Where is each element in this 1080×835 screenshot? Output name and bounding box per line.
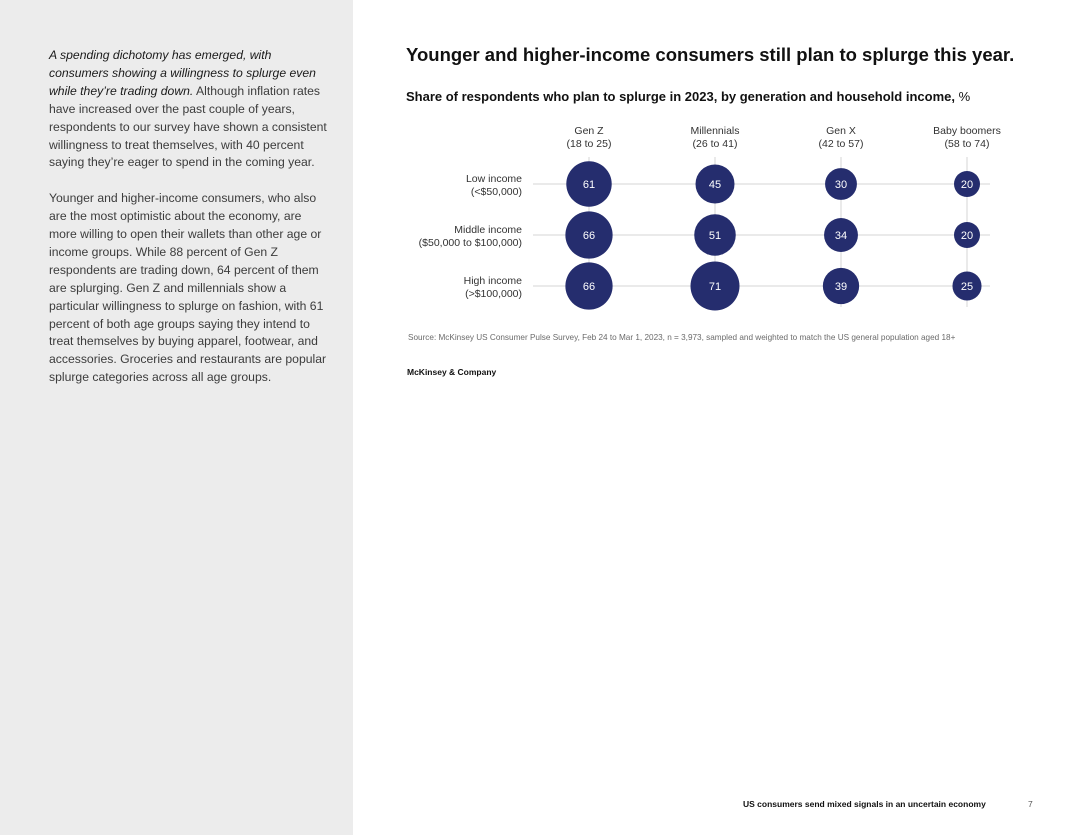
- bubble-value-label: 61: [582, 179, 596, 191]
- row-label-name: High income: [463, 275, 522, 287]
- column-header-range: (26 to 41): [692, 138, 738, 150]
- bubble-value-label: 20: [960, 230, 974, 242]
- chart-unit: %: [958, 89, 971, 104]
- column-header-name: Gen X: [826, 125, 856, 137]
- sidebar-paragraph-1: [49, 47, 327, 172]
- column-header-range: (42 to 57): [818, 138, 864, 150]
- chart-subtitle: [406, 89, 970, 104]
- sidebar-text: [49, 47, 327, 387]
- page-number: 7: [1028, 799, 1033, 809]
- sidebar-paragraph-2: Younger and higher-income consumers, who also are the most optimistic about the economy, are more willing to open their wallets than other age or income groups. While 88 percent of Gen Z respondents are trading down, 64 percent of them are splurging. Gen Z and millennials show a particular willingness to splurge on fashion, with 61 percent of both age groups saying they intend to treat themselves by buying apparel, footwear, and accessories. Groceries and restaurants are popular splurge categories across all age groups.: [49, 191, 327, 385]
- lead-italic-text: A spending dichotomy has emerged, with consumers showing a willingness to splurge even while they’re trading down.: [49, 48, 316, 98]
- chart-title: Younger and higher-income consumers still plan to splurge this year.: [406, 44, 1015, 65]
- column-header-range: (58 to 74): [944, 138, 990, 150]
- column-header-range: (18 to 25): [566, 138, 612, 150]
- bubble-value-label: 66: [582, 230, 596, 242]
- sidebar-panel: [0, 0, 353, 835]
- lead-body-text: Although inflation rates have increased over the past couple of years, respondents to our survey have shown a consistent willingness to treat themselves, with 40 percent saying they’re eager to spend in the coming year.: [49, 83, 327, 170]
- bubble-value-label: 25: [960, 281, 974, 293]
- row-label-name: Middle income: [454, 224, 522, 236]
- footer-title: US consumers send mixed signals in an uncertain economy: [743, 799, 986, 809]
- bubble-value-label: 20: [960, 179, 974, 191]
- bubble-value-label: 30: [834, 179, 848, 191]
- bubble-value-label: 51: [708, 230, 722, 242]
- column-header-name: Baby boomers: [933, 125, 1001, 137]
- source-note: Source: McKinsey US Consumer Pulse Survey, Feb 24 to Mar 1, 2023, n = 3,973, sampled and weighted to match the US general population aged 18+: [408, 333, 956, 342]
- row-label-range: (>$100,000): [465, 288, 522, 300]
- row-label-name: Low income: [465, 173, 522, 185]
- bubble-value-label: 39: [834, 281, 848, 293]
- column-header-name: Millennials: [690, 125, 740, 137]
- bubble-value-label: 34: [834, 230, 848, 242]
- row-label-range: ($50,000 to $100,000): [418, 237, 522, 249]
- row-label-range: (<$50,000): [470, 186, 522, 198]
- bubble-value-label: 71: [708, 281, 722, 293]
- bubble-value-label: 66: [582, 281, 596, 293]
- column-header-name: Gen Z: [574, 125, 604, 137]
- brand-logo-text: McKinsey & Company: [407, 367, 497, 377]
- bubble-value-label: 45: [708, 179, 722, 191]
- chart-subtitle-text: Share of respondents who plan to splurge in 2023, by generation and household income,: [406, 89, 955, 104]
- bubble-chart: [400, 115, 1020, 325]
